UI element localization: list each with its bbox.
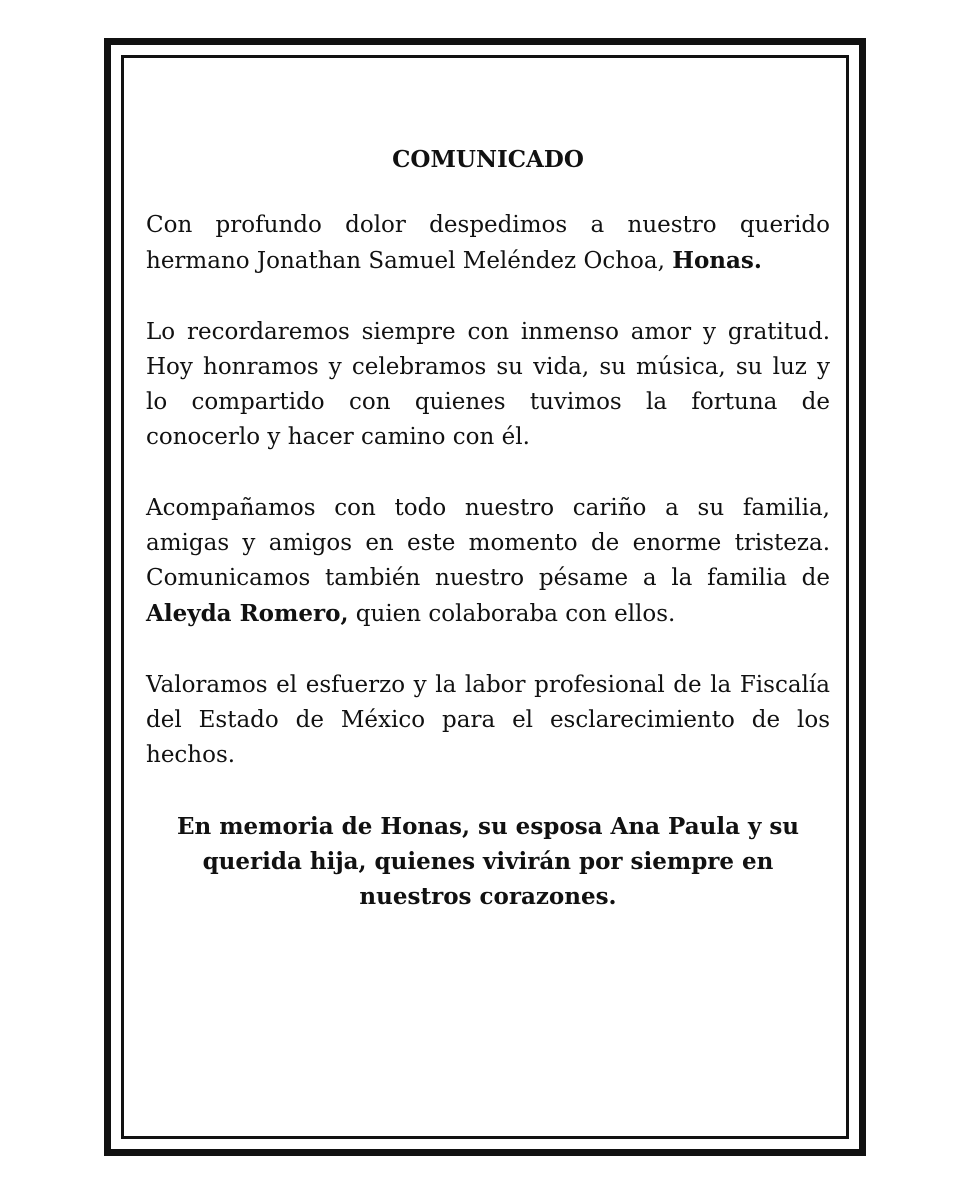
paragraph-farewell-text: Con profundo dolor despedimos a nuestro querido hermano Jonathan Samuel Meléndez Ochoa, xyxy=(146,212,830,274)
paragraph-condolences-text-after: quien colaboraba con ellos. xyxy=(355,601,676,627)
paragraph-farewell xyxy=(146,208,830,279)
name-aleyda-romero: Aleyda Romero, xyxy=(146,600,349,627)
closing-memorial: En memoria de Honas, su esposa Ana Paula y su querida hija, quienes vivirán por siempre en nuestros corazones. xyxy=(176,813,800,910)
paragraph-condolences-text-before: Acompañamos con todo nuestro cariño a su familia, amigas y amigos en este momento de enorme tristeza. Comunicamos también nuestro pésame a la familia de xyxy=(146,495,830,591)
statement-title: COMUNICADO xyxy=(392,146,584,173)
paragraph-condolences xyxy=(146,491,830,632)
statement-body xyxy=(146,142,830,914)
paragraph-remembrance: Lo recordaremos siempre con inmenso amor y gratitud. Hoy honramos y celebramos su vida, su música, su luz y lo compartido con quienes tuvimos la fortuna de conocerlo y hacer camino con él. xyxy=(146,319,830,450)
nickname-honas: Honas. xyxy=(672,247,762,274)
paragraph-acknowledgement: Valoramos el esfuerzo y la labor profesional de la Fiscalía del Estado de México para el esclarecimiento de los hechos. xyxy=(146,672,830,768)
